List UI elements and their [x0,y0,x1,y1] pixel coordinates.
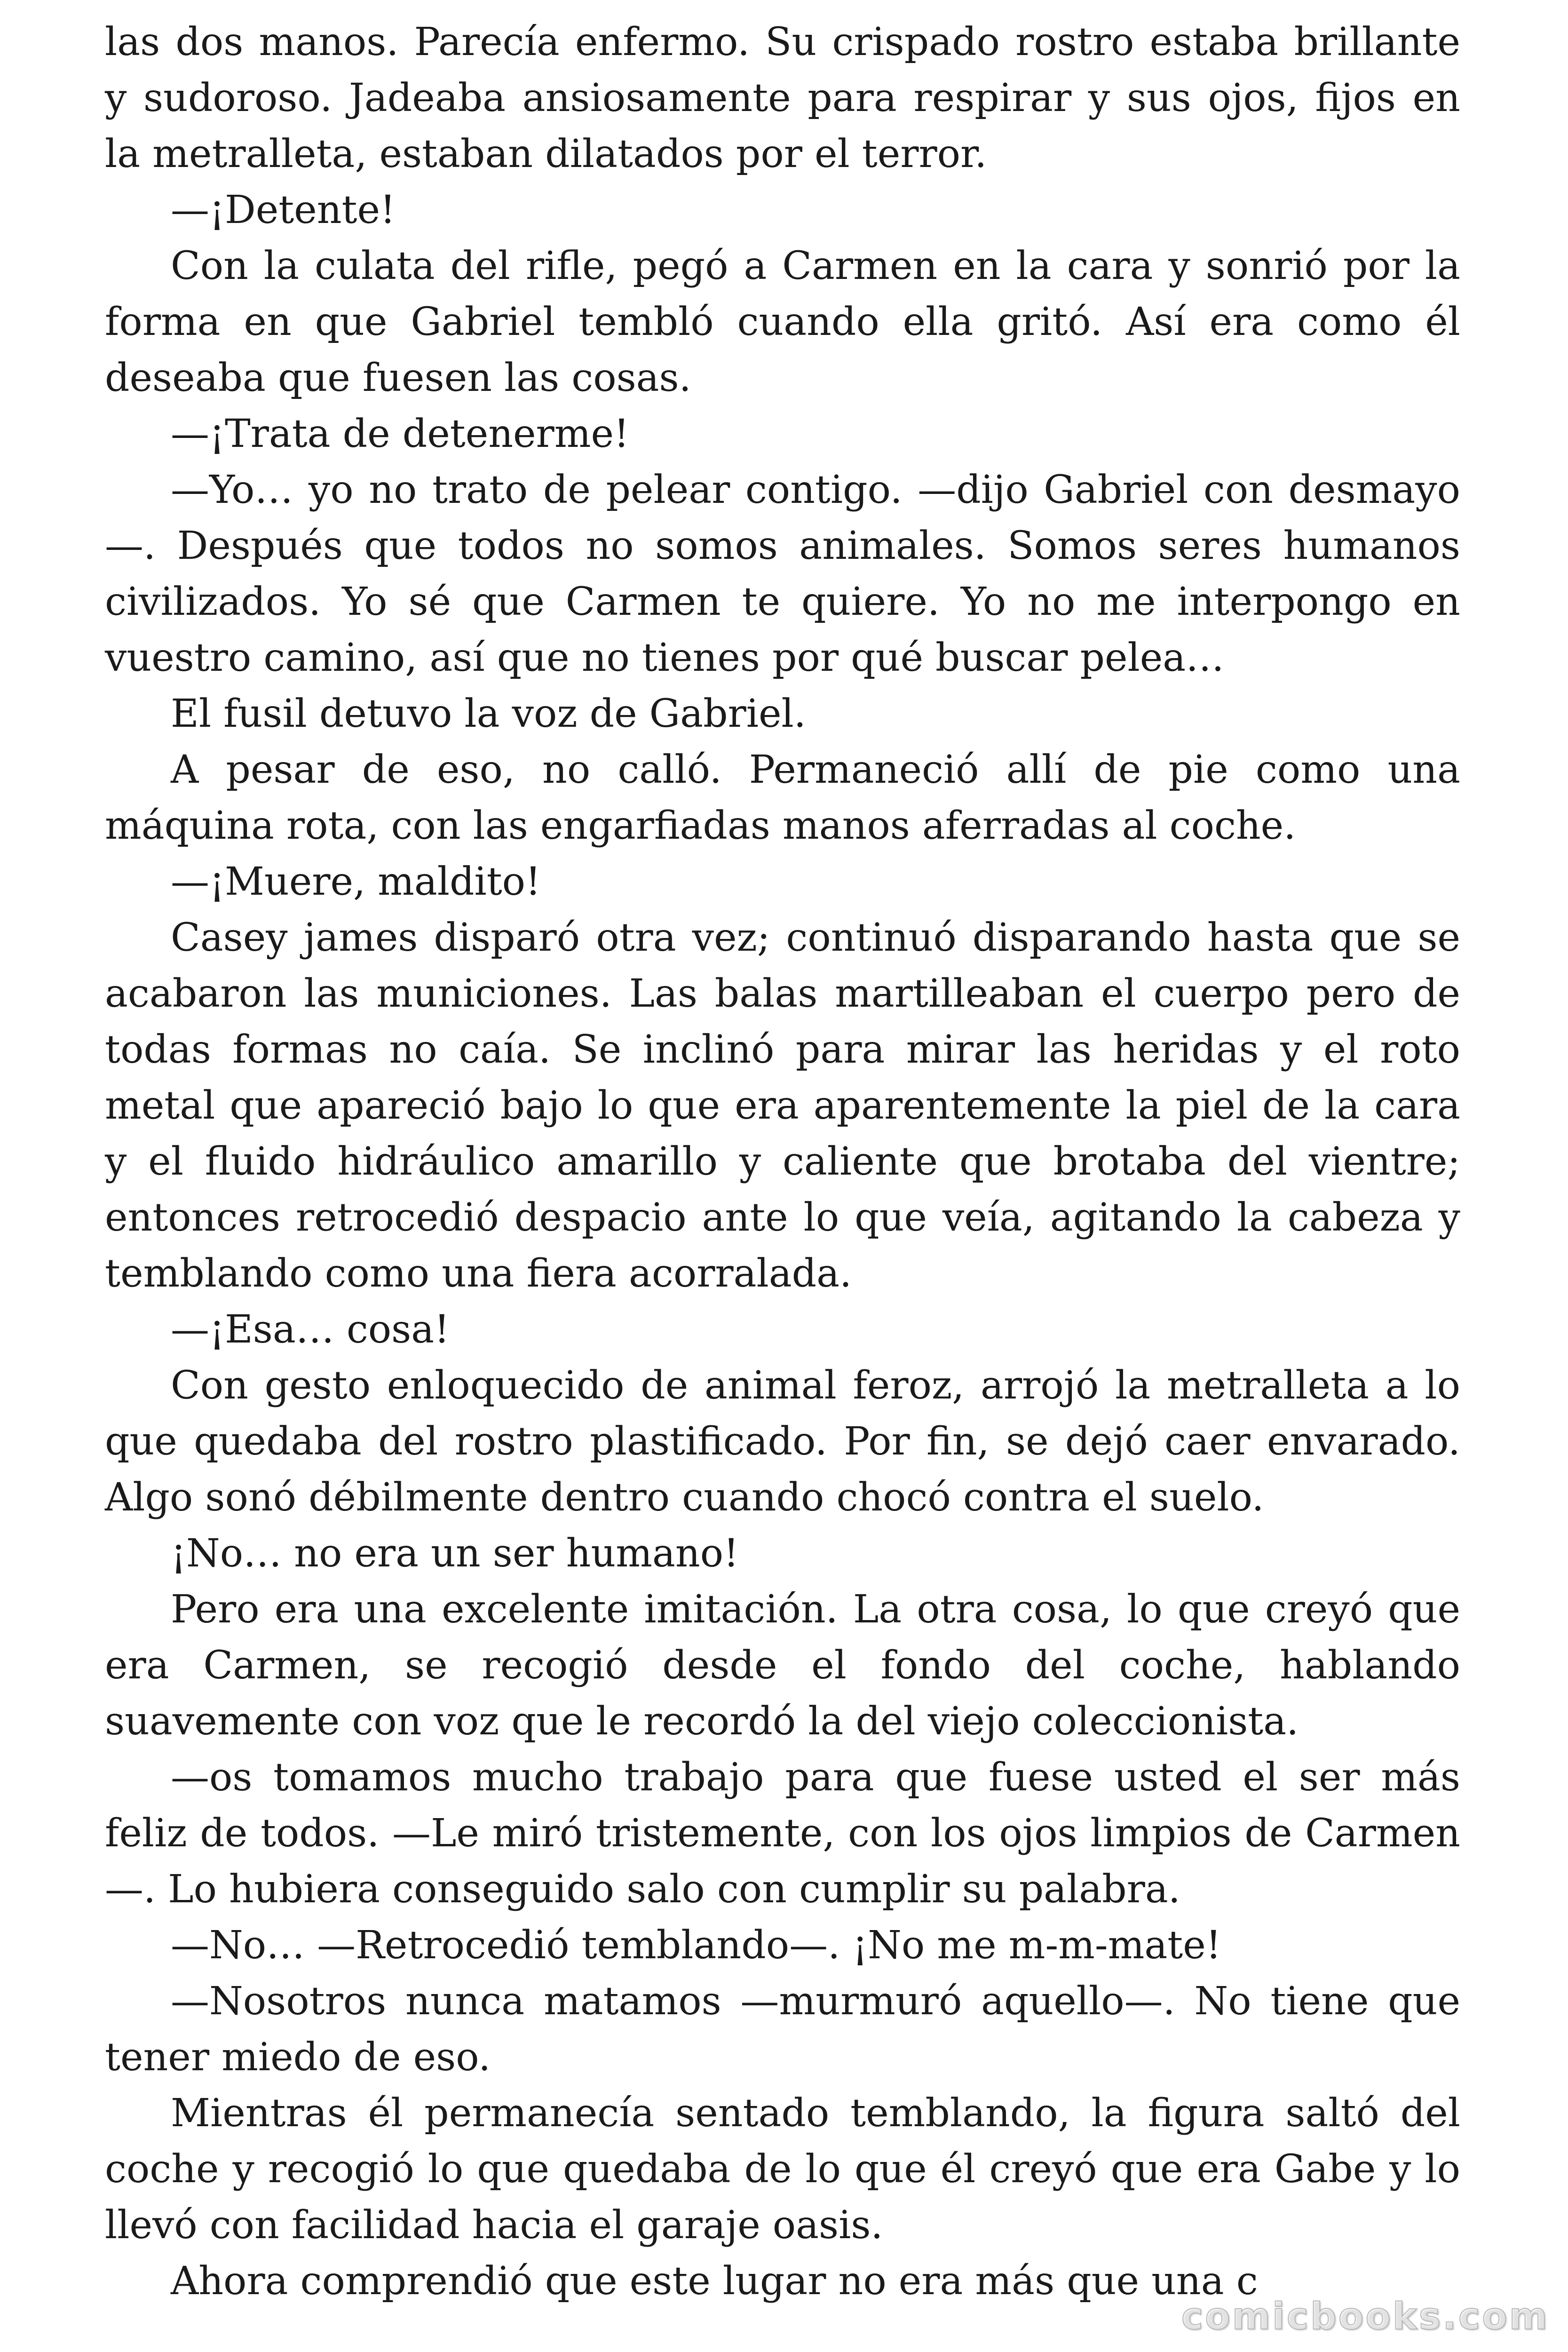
paragraph: —¡Trata de detenerme! [171,412,629,456]
paragraph: Con gesto enloquecido de animal feroz, arrojó la metralleta a lo que quedaba del rostro plastificado. Por fin, se dejó caer envarado. Algo sonó débilmente dentro cuando chocó contra el suelo. [105,1363,1460,1520]
paragraph: las dos manos. Parecía enfermo. Su crispado rostro estaba brillante y sudoroso. Jadeaba ansiosamente para respirar y sus ojos, fijos en la metralleta, estaban dilatados por el terror. [105,20,1460,176]
paragraph: ¡No… no era un ser humano! [171,1531,739,1576]
paragraph: —os tomamos mucho trabajo para que fuese usted el ser más feliz de todos. —Le miró tristemente, con los ojos limpios de Carmen—. Lo hubiera conseguido salo con cumplir su palabra. [105,1755,1460,1912]
paragraph: Con la culata del rifle, pegó a Carmen en la cara y sonrió por la forma en que Gabriel tembló cuando ella gritó. Así era como él deseaba que fuesen las cosas. [105,244,1460,400]
paragraph: A pesar de eso, no calló. Permaneció allí de pie como una máquina rota, con las engarfiadas manos aferradas al coche. [105,747,1460,848]
paragraph: Ahora comprendió que este lugar no era más que una c [171,2259,1258,2304]
paragraph: —¡Muere, maldito! [171,859,541,904]
paragraph: —¡Detente! [171,188,396,232]
paragraph: Casey james disparó otra vez; continuó disparando hasta que se acabaron las municiones. Las balas martilleaban el cuerpo pero de todas formas no caía. Se inclinó para mirar las heridas y el roto metal que apareció bajo lo que era aparentemente la piel de la cara y el fluido hidráulico amarillo y caliente que brotaba del vientre; entonces retrocedió despacio ante lo que veía, agitando la cabeza y temblando como una fiera acorralada. [105,915,1460,1296]
paragraph: El fusil detuvo la voz de Gabriel. [171,691,806,736]
paragraph: Pero era una excelente imitación. La otra cosa, lo que creyó que era Carmen, se recogió desde el fondo del coche, hablando suavemente con voz que le recordó la del viejo coleccionista. [105,1587,1460,1744]
watermark: comicbooks.com [1181,2296,1549,2338]
paragraph: —¡Esa… cosa! [171,1307,450,1352]
paragraph: —No… —Retrocedió temblando—. ¡No me m-m-mate! [171,1923,1221,1968]
paragraph: —Yo… yo no trato de pelear contigo. —dijo Gabriel con desmayo —. Después que todos no somos animales. Somos seres humanos civilizados. Yo sé que Carmen te quiere. Yo no me interpongo en vuestro camino, así que no tienes por qué buscar pelea… [105,468,1460,680]
paragraph: Mientras él permanecía sentado temblando, la figura saltó del coche y recogió lo que quedaba de lo que él creyó que era Gabe y lo llevó con facilidad hacia el garaje oasis. [105,2091,1460,2248]
text-column [105,14,1460,2309]
paragraph: —Nosotros nunca matamos —murmuró aquello—. No tiene que tener miedo de eso. [105,1979,1460,2080]
